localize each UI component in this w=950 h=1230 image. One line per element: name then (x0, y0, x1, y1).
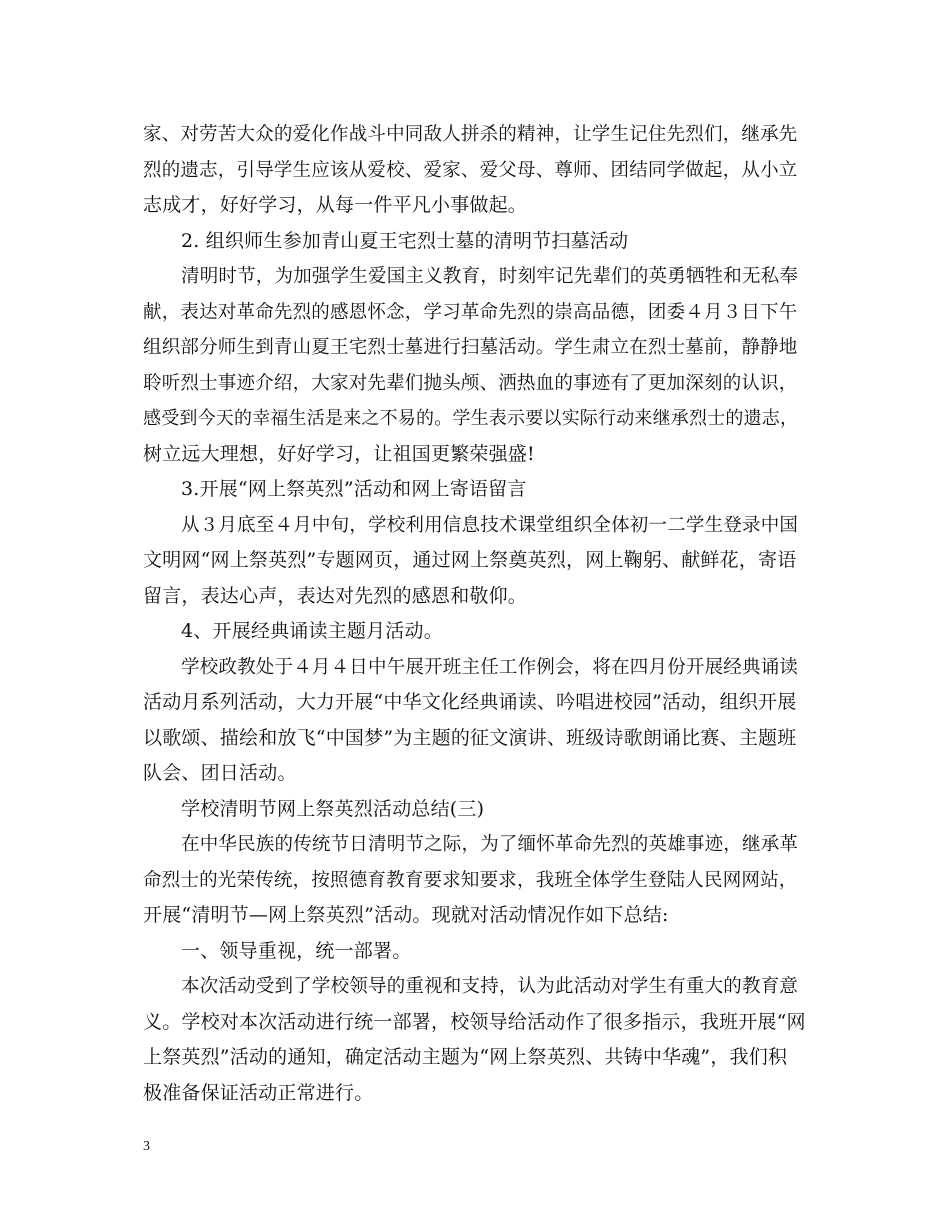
text-line: 开展“清明节—网上祭英烈”活动。现就对活动情况作如下总结: (143, 904, 669, 926)
text-line: 留言，表达心声，表达对先烈的感恩和敬仰。 (143, 584, 528, 607)
text-line: 本次活动受到了学校领导的重视和支持，认为此活动对学生有重大的教育意 (181, 976, 799, 997)
text-line: 烈的遗志，引导学生应该从爱校、爱家、爱父母、尊师、团结同学做起，从小立 (143, 159, 798, 181)
text-line: 以歌颂、描绘和放飞“中国梦”为主题的征文演讲、班级诗歌朗诵比赛、主题班 (143, 726, 797, 749)
text-line: 献，表达对革命先烈的感恩怀念，学习革命先烈的崇高品德，团委４月３日下午 (143, 301, 798, 323)
text-line: 4、开展经典诵读主题月活动。 (181, 620, 443, 642)
text-line: 义。学校对本次活动进行统一部署，校领导给活动作了很多指示，我班开展“网 (143, 1010, 806, 1033)
text-line: 从３月底至４月中旬，学校利用信息技术课堂组织全体初一二学生登录中国 (181, 514, 799, 536)
text-line: 2. 组织师生参加青山夏王宅烈士墓的清明节扫墓活动 (181, 229, 629, 252)
text-line: 聆听烈士事迹介绍，大家对先辈们抛头颅、洒热血的事迹有了更加深刻的认识， (143, 372, 798, 394)
text-line: 3.开展“网上祭英烈”活动和网上寄语留言 (181, 478, 527, 500)
text-line: 极准备保证活动正常进行。 (143, 1081, 374, 1104)
text-line: 一、领导重视，统一部署。 (181, 939, 412, 962)
page-number: 3 (143, 1139, 150, 1154)
text-line: 树立远大理想，好好学习，让祖国更繁荣强盛! (143, 442, 535, 465)
text-line: 家、对劳苦大众的爱化作战斗中同敌人拼杀的精神，让学生记住先烈们，继承先 (143, 124, 798, 145)
text-line: 命烈士的光荣传统，按照德育教育要求知要求，我班全体学生登陆人民网网站， (143, 869, 798, 891)
text-line: 队会、团日活动。 (143, 762, 297, 784)
text-line: 上祭英烈”活动的通知，确定活动主题为“网上祭英烈、共铸中华魂”，我们积 (143, 1046, 788, 1068)
document-body (143, 117, 808, 1111)
text-line: 学校清明节网上祭英烈活动总结(三) (181, 797, 485, 820)
text-line: 在中华民族的传统节日清明节之际，为了缅怀革命先烈的英雄事迹，继承革 (181, 834, 799, 855)
text-line: 志成才，好好学习，从每一件平凡小事做起。 (143, 194, 528, 216)
text-line: 感受到今天的幸福生活是来之不易的。学生表示要以实际行动来继承烈士的遗志， (143, 408, 799, 429)
text-line: 清明时节，为加强学生爱国主义教育，时刻牢记先辈们的英勇牺牲和无私奉 (181, 266, 799, 287)
text-line: 组织部分师生到青山夏王宅烈士墓进行扫墓活动。学生肃立在烈士墓前，静静地 (143, 337, 798, 358)
text-line: 文明网“网上祭英烈”专题网页，通过网上祭奠英烈，网上鞠躬、献鲜花，寄语 (143, 549, 797, 571)
text-line: 活动月系列活动，大力开展“中华文化经典诵读、吟唱进校园”活动，组织开展 (143, 691, 797, 713)
text-line: 学校政教处于４月４日中午展开班主任工作例会，将在四月份开展经典诵读 (181, 656, 799, 678)
